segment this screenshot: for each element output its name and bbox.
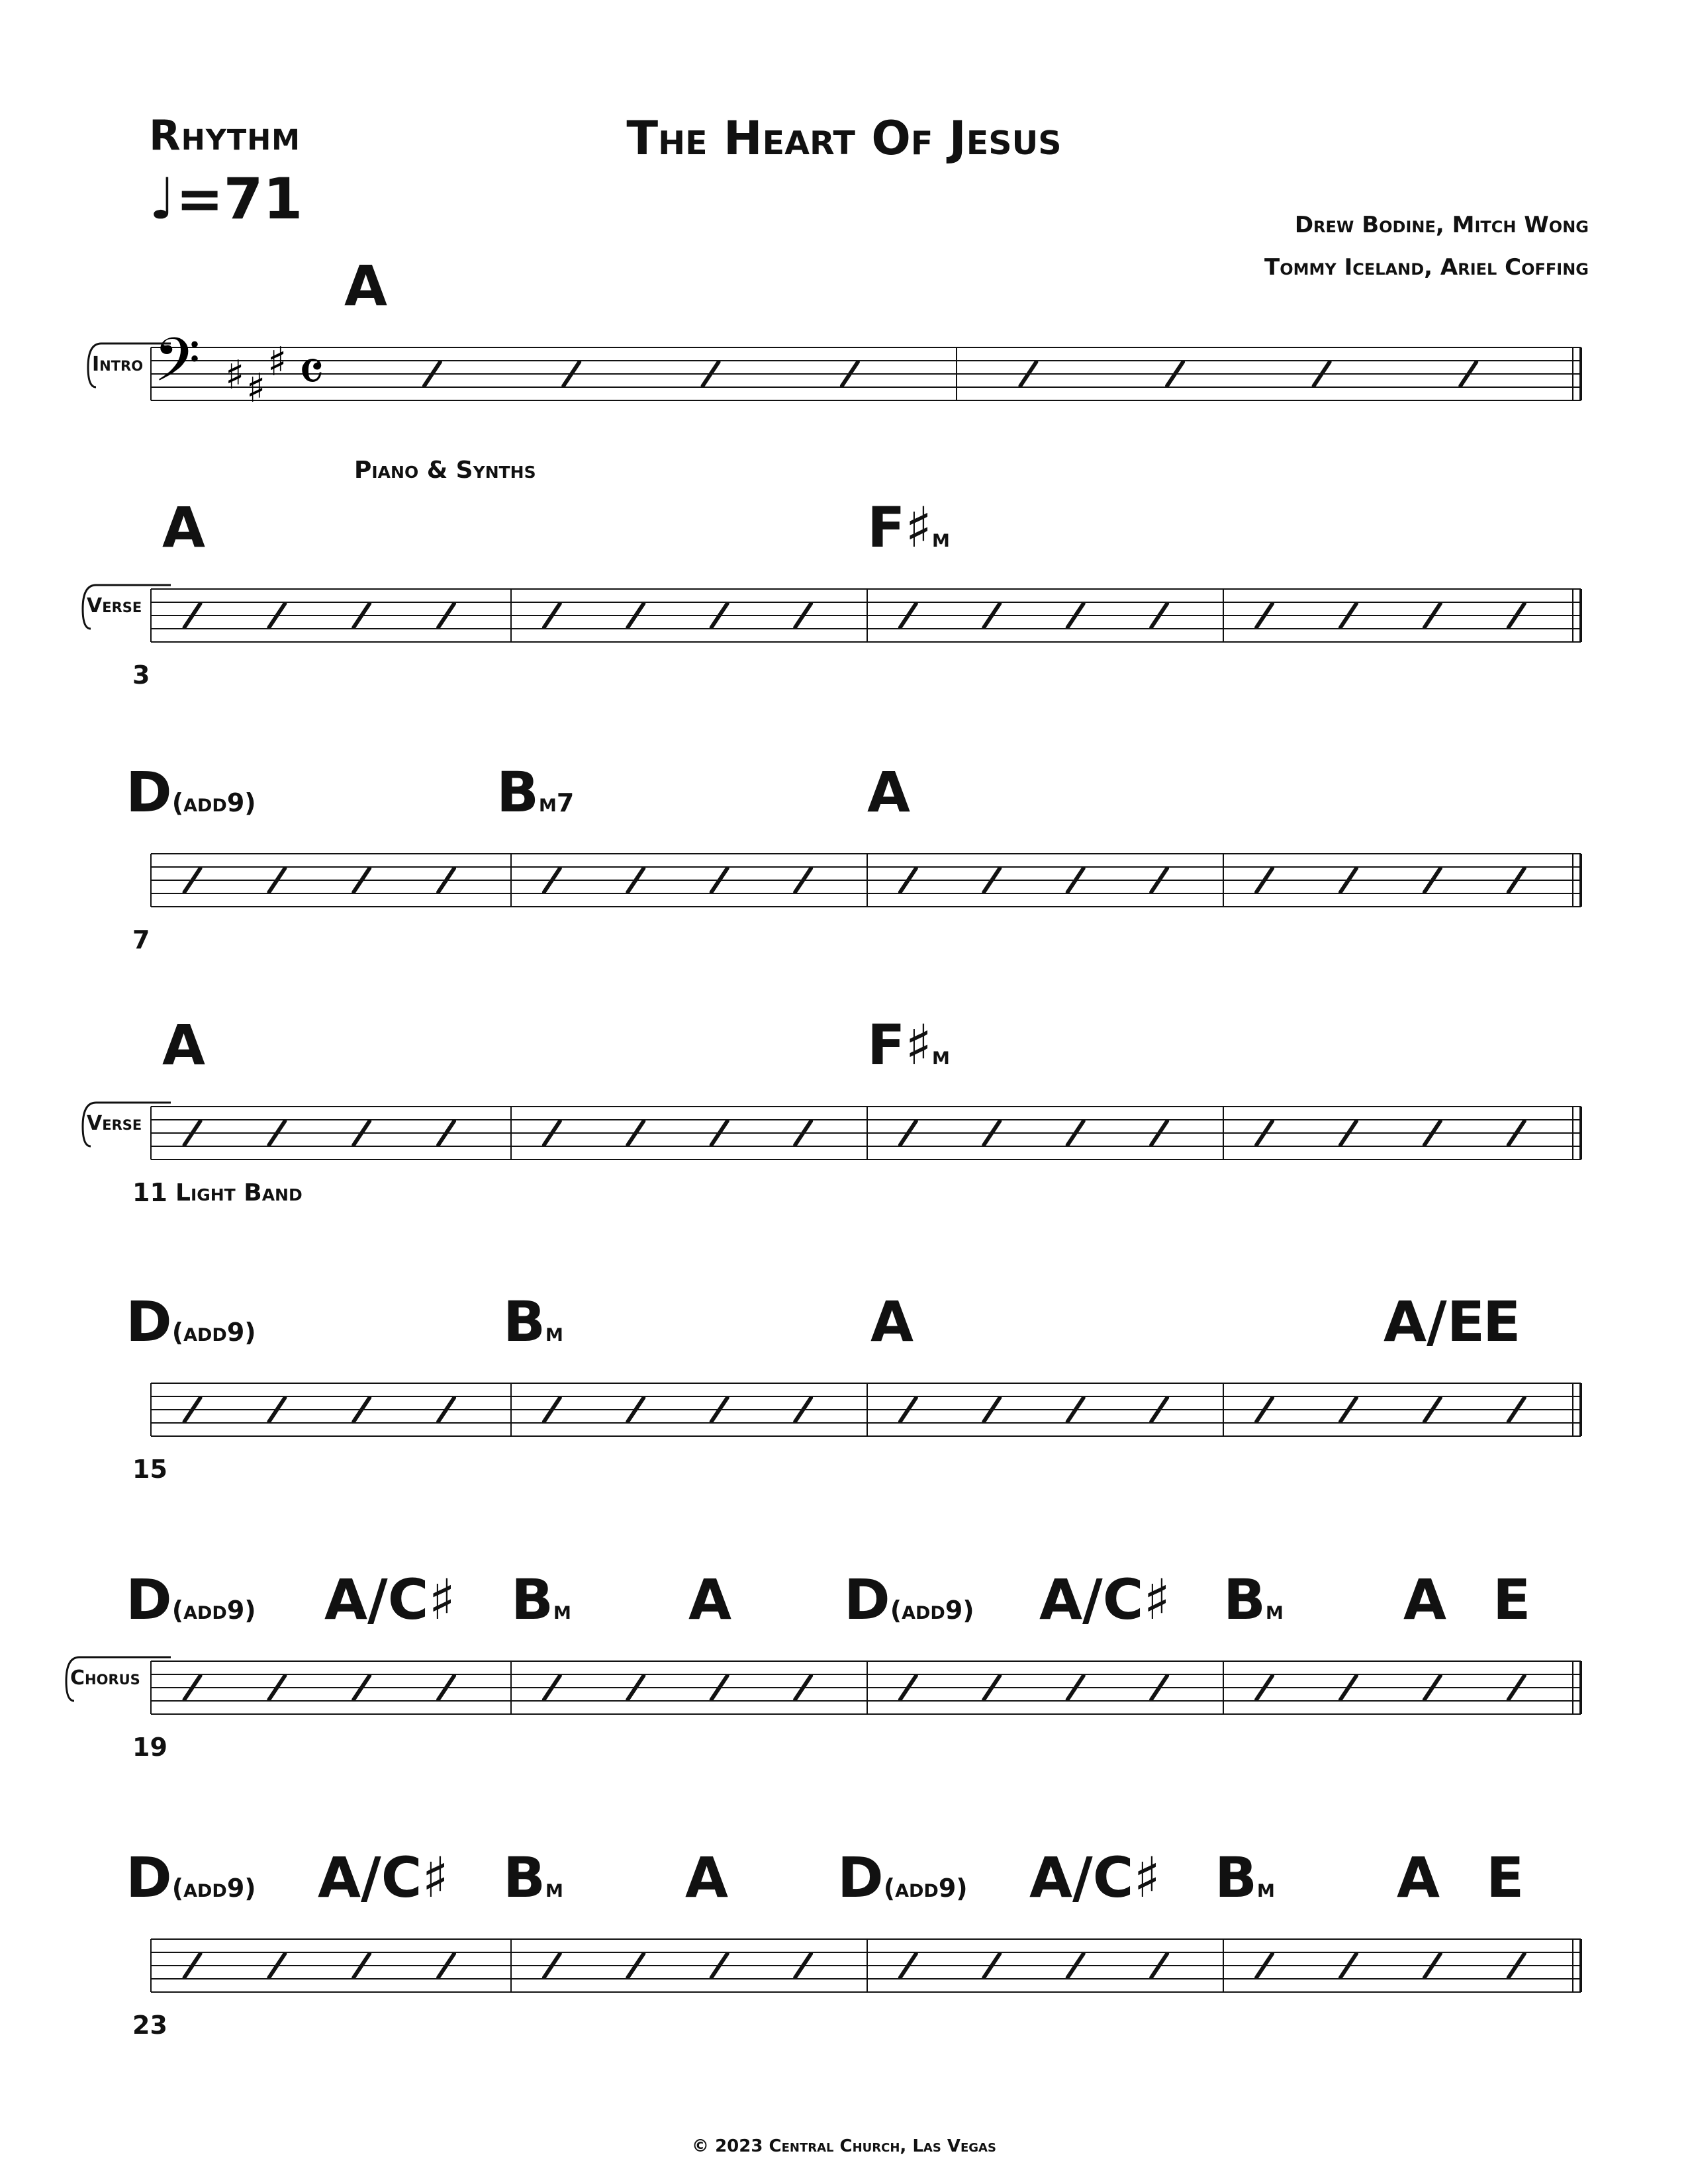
chord-root: A: [1397, 1845, 1440, 1910]
chord-root: A/C♯: [324, 1567, 455, 1632]
chord-suffix: m: [1266, 1596, 1284, 1625]
chord-symbol: [685, 1845, 729, 1910]
chord-symbol: [1486, 1845, 1524, 1910]
chord-symbol: [1029, 1845, 1160, 1910]
chord-root: E: [1493, 1567, 1531, 1632]
chord-symbol: [1215, 1845, 1275, 1910]
chord-root: F♯: [867, 1013, 933, 1077]
chord-root: A/E: [1383, 1289, 1485, 1354]
chord-symbol: [503, 1845, 563, 1910]
measure-number: 11: [132, 1178, 167, 1207]
chord-root: A: [162, 1013, 206, 1077]
chord-root: A/C♯: [1039, 1567, 1170, 1632]
credits-line-2: Tommy Iceland, Ariel Coffing: [1264, 254, 1589, 281]
chord-symbol: [1039, 1567, 1170, 1632]
chord-suffix: m: [545, 1874, 563, 1903]
chord-suffix: m: [932, 1041, 950, 1070]
chord-symbol: [324, 1567, 455, 1632]
chord-symbol: [126, 760, 256, 825]
chord-root: F♯: [867, 495, 933, 560]
chord-suffix: m: [545, 1318, 563, 1347]
chord-symbol: [1403, 1567, 1447, 1632]
section-label: Chorus: [70, 1666, 140, 1690]
chord-root: B: [503, 1289, 546, 1354]
chord-root: A: [162, 495, 206, 560]
chord-root: B: [511, 1567, 554, 1632]
chord-symbol: [496, 760, 575, 825]
measure-number: 15: [132, 1455, 167, 1484]
section-label: Verse: [87, 1112, 142, 1135]
measure-number: 23: [132, 2011, 167, 2040]
chord-root: B: [1215, 1845, 1258, 1910]
chord-symbol: [1493, 1567, 1531, 1632]
measure-number: 3: [132, 660, 150, 690]
performance-note: Light Band: [175, 1179, 303, 1206]
section-label: Intro: [92, 353, 144, 376]
chord-symbol: [162, 1013, 206, 1077]
chord-symbol: [867, 760, 911, 825]
bass-clef-icon: 𝄢: [154, 325, 201, 410]
chord-root: B: [503, 1845, 546, 1910]
chord-symbol: [867, 495, 950, 560]
chord-root: B: [496, 760, 539, 825]
part-label: Rhythm: [149, 111, 301, 159]
chord-symbol: [1483, 1289, 1521, 1354]
tempo-value: =71: [175, 166, 303, 232]
chord-suffix: m: [932, 523, 950, 553]
chord-root: D: [126, 1289, 172, 1354]
chord-root: D: [837, 1845, 884, 1910]
sharp-icon: ♯: [246, 365, 266, 412]
chord-root: A: [688, 1567, 732, 1632]
chord-suffix: (add9): [171, 1596, 256, 1625]
chord-root: B: [1223, 1567, 1266, 1632]
chord-suffix: (add9): [171, 788, 256, 817]
chord-root: A: [870, 1289, 914, 1354]
chord-suffix: (add9): [890, 1596, 974, 1625]
chord-symbol: [126, 1567, 256, 1632]
chord-root: A: [867, 760, 911, 825]
copyright: © 2023 Central Church, Las Vegas: [692, 2136, 996, 2156]
chord-suffix: m: [553, 1596, 571, 1625]
quarter-note-icon: ♩: [149, 166, 176, 232]
chord-symbol: [1397, 1845, 1440, 1910]
chord-root: A/C♯: [318, 1845, 449, 1910]
chord-symbol: [1383, 1289, 1485, 1354]
chord-root: E: [1483, 1289, 1521, 1354]
chord-symbol: [126, 1845, 256, 1910]
chord-symbol: [318, 1845, 449, 1910]
song-title: The Heart Of Jesus: [626, 111, 1062, 165]
common-time-icon: 𝄴: [298, 338, 325, 407]
chord-root: D: [126, 1567, 172, 1632]
chord-symbol: [867, 1013, 950, 1077]
section-label: Verse: [87, 594, 142, 617]
chord-symbol: [688, 1567, 732, 1632]
chord-symbol: [162, 495, 206, 560]
chord-root: E: [1486, 1845, 1524, 1910]
sharp-icon: ♯: [267, 339, 287, 385]
chord-symbol: [837, 1845, 968, 1910]
chord-root: D: [126, 760, 172, 825]
sharp-icon: ♯: [225, 352, 245, 398]
measure-number: 7: [132, 925, 150, 954]
chord-suffix: m7: [539, 788, 575, 817]
chord-root: A/C♯: [1029, 1845, 1160, 1910]
chord-suffix: (add9): [171, 1874, 256, 1903]
chord-suffix: (add9): [883, 1874, 968, 1903]
chord-symbol: [844, 1567, 974, 1632]
chord-symbol: [511, 1567, 571, 1632]
chord-root: D: [126, 1845, 172, 1910]
measure-number: 19: [132, 1733, 167, 1762]
chord-suffix: (add9): [171, 1318, 256, 1347]
chord-root: A: [344, 253, 388, 318]
chord-root: A: [685, 1845, 729, 1910]
chord-symbol: [503, 1289, 563, 1354]
chord-symbol: [344, 253, 388, 318]
chord-suffix: m: [1257, 1874, 1275, 1903]
credits-line-1: Drew Bodine, Mitch Wong: [1294, 212, 1589, 238]
chord-root: D: [844, 1567, 890, 1632]
chord-root: A: [1403, 1567, 1447, 1632]
chord-symbol: [870, 1289, 914, 1354]
chord-symbol: [126, 1289, 256, 1354]
chord-symbol: [1223, 1567, 1284, 1632]
performance-note: Piano & Synths: [354, 457, 536, 484]
